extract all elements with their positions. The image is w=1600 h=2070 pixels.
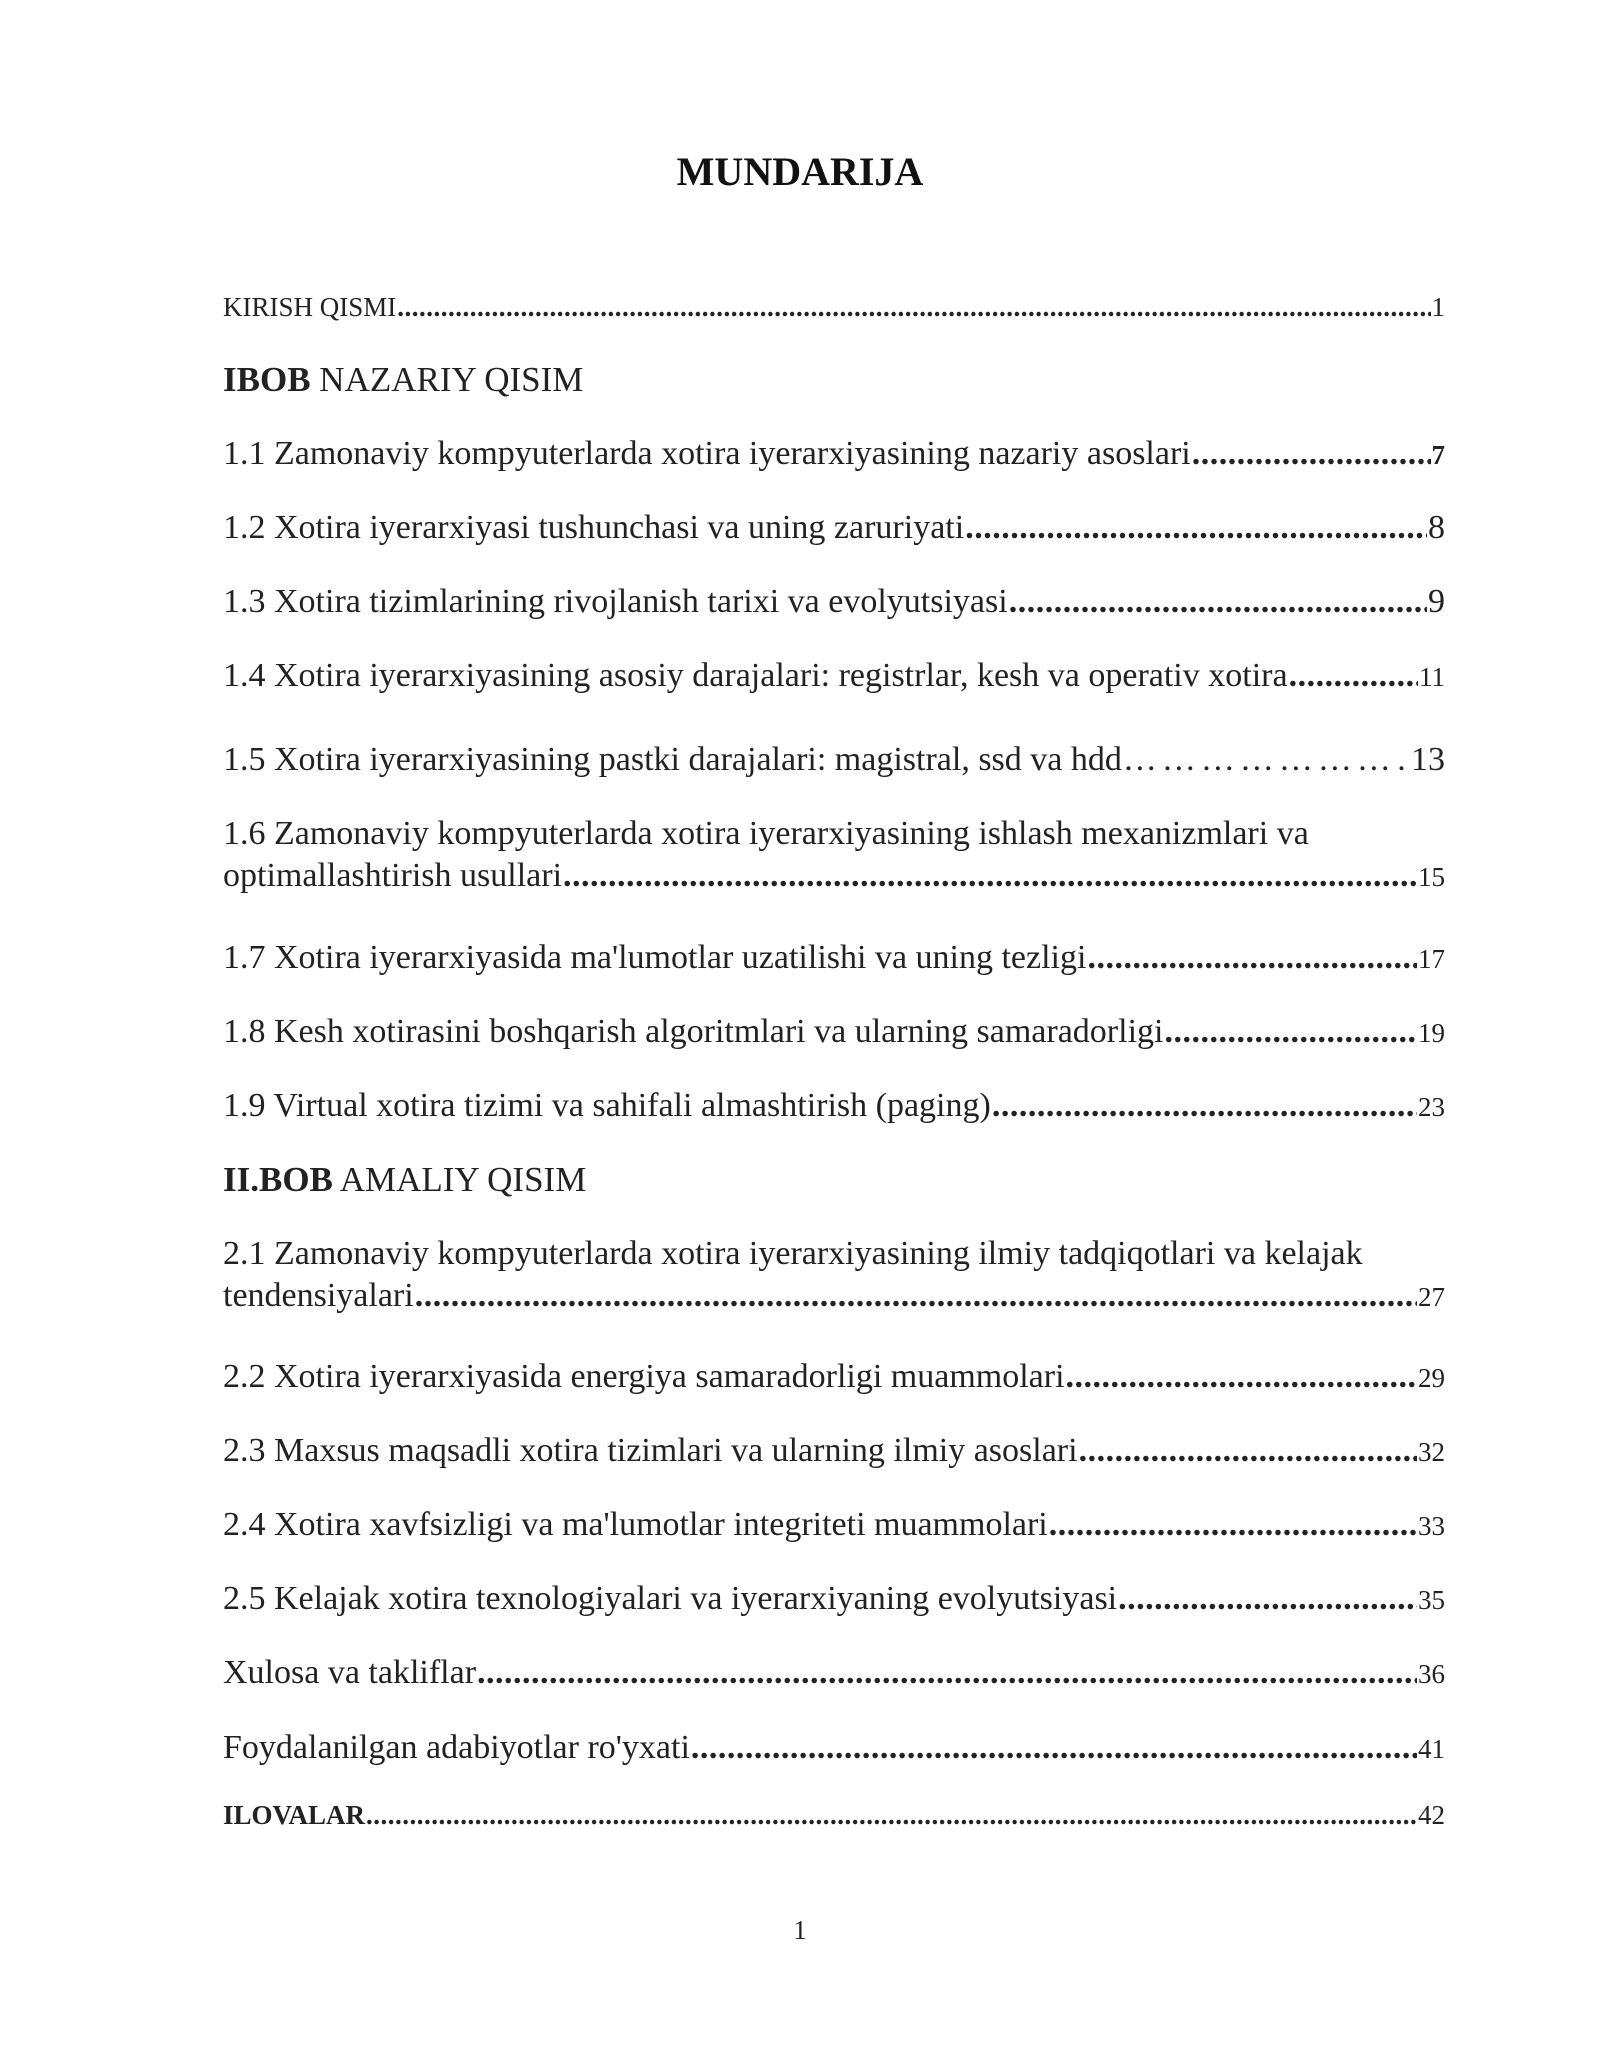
toc-entry-2-4[interactable]	[223, 1506, 1445, 1547]
toc-page-number: 32	[1418, 1437, 1445, 1467]
toc-leader	[1066, 1358, 1417, 1399]
toc-entry-text-line2: optimallashtirish usullari	[223, 857, 563, 894]
toc-entry-1-3[interactable]	[223, 583, 1445, 624]
toc-entry-1-7[interactable]	[223, 939, 1445, 980]
toc-entry-2-3[interactable]	[223, 1432, 1445, 1473]
toc-page-number: 9	[1428, 583, 1445, 620]
toc-page-number: 35	[1418, 1585, 1445, 1615]
toc-leader	[1192, 435, 1431, 476]
toc-page-number: 1	[1431, 292, 1445, 322]
toc-entry-text: Xulosa va takliflar	[223, 1654, 477, 1691]
toc-entry-text-line1: 2.1 Zamonaviy kompyuterlarda xotira iyerarxiyasining ilmiy tadqiqotlari va kelajak	[223, 1235, 1363, 1272]
toc-entry-text: 1.3 Xotira tizimlarining rivojlanish tarixi va evolyutsiyasi	[223, 583, 1008, 620]
toc-page-number: 8	[1428, 509, 1445, 546]
page-title: MUNDARIJA	[676, 149, 924, 194]
toc-entry-text: 1.4 Xotira iyerarxiyasining asosiy darajalari: registrlar, kesh va operativ xotira	[223, 657, 1288, 694]
toc-leader	[1164, 1013, 1417, 1054]
toc-leader	[477, 1654, 1417, 1695]
toc-entry-1-6[interactable]	[223, 815, 1445, 898]
toc-entry-text: 2.2 Xotira iyerarxiyasida energiya samaradorligi muammolari	[223, 1358, 1065, 1395]
toc-leader	[1009, 583, 1427, 624]
toc-leader	[563, 857, 1417, 898]
toc-page-number: 27	[1418, 1282, 1445, 1312]
toc-leader	[1049, 1506, 1417, 1547]
toc-leader	[992, 1087, 1417, 1128]
toc-page-number: 23	[1418, 1092, 1445, 1122]
toc-entry-text-line1: 1.6 Zamonaviy kompyuterlarda xotira iyerarxiyasining ishlash mexanizmlari va	[223, 815, 1309, 852]
toc-entry-1-9[interactable]	[223, 1087, 1445, 1128]
toc-entry-1-2[interactable]	[223, 509, 1445, 550]
toc-leader	[1118, 1580, 1417, 1621]
toc-entry-text: 1.7 Xotira iyerarxiyasida ma'lumotlar uzatilishi va uning tezligi	[223, 939, 1087, 976]
toc-page-number: 11	[1419, 662, 1445, 692]
chapter-label: IBOB	[223, 360, 311, 399]
toc-entry-text: ILOVALAR	[223, 1800, 366, 1830]
toc-page-number: 7	[1431, 440, 1445, 470]
toc-leader	[1087, 939, 1417, 980]
toc-entry-1-8[interactable]	[223, 1013, 1445, 1054]
toc-page-number: 33	[1418, 1511, 1445, 1541]
toc-entry-text: 1.5 Xotira iyerarxiyasining pastki darajalari: magistral, ssd va hdd	[223, 741, 1122, 778]
toc-page-number: 15	[1418, 862, 1445, 892]
page-number: 1	[793, 1915, 807, 1945]
toc-entry-text: Foydalanilgan adabiyotlar ro'yxati	[223, 1729, 690, 1766]
toc-entry-1-1[interactable]	[223, 435, 1445, 476]
toc-entry-appendix[interactable]	[223, 1800, 1445, 1832]
toc-page-number: 42	[1418, 1800, 1445, 1830]
toc-leader	[1289, 657, 1418, 698]
toc-entry-text: 2.3 Maxsus maqsadli xotira tizimlari va ularning ilmiy asoslari	[223, 1432, 1078, 1469]
toc-entry-text: KIRISH QISMI	[223, 292, 397, 322]
toc-leader	[1079, 1432, 1417, 1473]
chapter-title: AMALIY QISIM	[332, 1160, 587, 1199]
toc-entry-text: 1.8 Kesh xotirasini boshqarish algoritmlari va ularning samaradorligi	[223, 1013, 1164, 1050]
toc-page-number: 29	[1418, 1363, 1445, 1393]
toc-leader	[366, 1800, 1417, 1832]
toc-entry-intro[interactable]	[223, 292, 1445, 324]
toc-page-number: 17	[1418, 944, 1445, 974]
toc-entry-text-line2: tendensiyalari	[223, 1277, 414, 1314]
toc-page-number: 19	[1418, 1018, 1445, 1048]
toc-page-number: 13	[1411, 741, 1445, 778]
toc-leader	[691, 1729, 1417, 1770]
toc-entry-text: 1.2 Xotira iyerarxiyasi tushunchasi va uning zaruriyati	[223, 509, 965, 546]
toc-leader	[415, 1277, 1417, 1318]
toc-page-number: 41	[1418, 1734, 1445, 1764]
chapter-label: II.BOB	[223, 1160, 333, 1199]
toc-entry-2-2[interactable]	[223, 1358, 1445, 1399]
chapter-title: NAZARIY QISIM	[310, 360, 584, 399]
toc-entry-text: 1.1 Zamonaviy kompyuterlarda xotira iyerarxiyasining nazariy asoslari	[223, 435, 1191, 472]
toc-leader	[965, 509, 1427, 550]
toc-entry-2-1[interactable]	[223, 1235, 1445, 1318]
toc-leader	[1123, 741, 1410, 782]
toc-leader	[397, 292, 1430, 324]
toc-entry-text: 1.9 Virtual xotira tizimi va sahifali almashtirish (paging)	[223, 1087, 991, 1124]
toc-entry-text: 2.4 Xotira xavfsizligi va ma'lumotlar integriteti muammolari	[223, 1506, 1048, 1543]
chapter-heading-2[interactable]	[223, 1160, 586, 1200]
toc-entry-1-5[interactable]	[223, 741, 1445, 782]
toc-entry-conclusion[interactable]	[223, 1654, 1445, 1695]
toc-entry-2-5[interactable]	[223, 1580, 1445, 1621]
toc-entry-text: 2.5 Kelajak xotira texnologiyalari va iyerarxiyaning evolyutsiyasi	[223, 1580, 1118, 1617]
chapter-heading-1[interactable]	[223, 360, 583, 400]
toc-entry-1-4[interactable]	[223, 657, 1445, 698]
toc-page-number: 36	[1418, 1659, 1445, 1689]
toc-entry-references[interactable]	[223, 1729, 1445, 1770]
